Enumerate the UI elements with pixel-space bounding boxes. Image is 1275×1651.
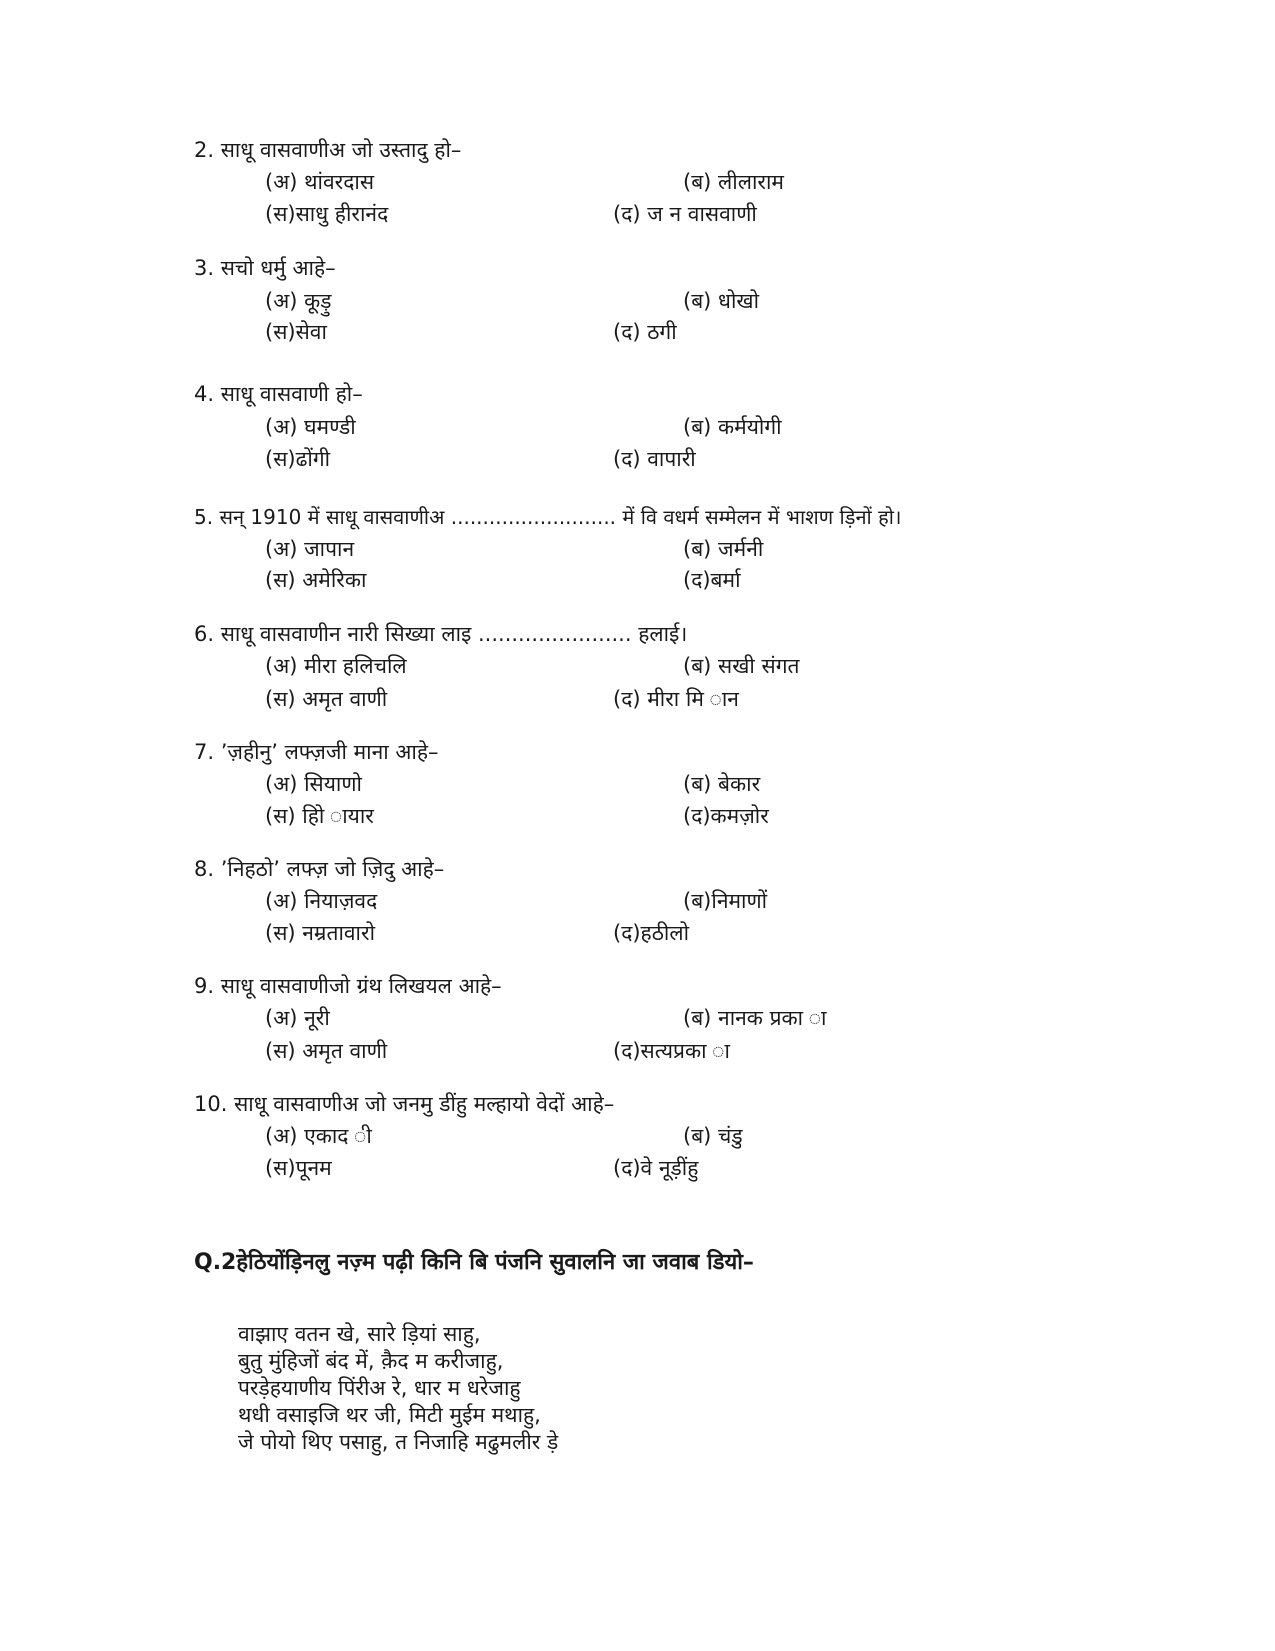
question-5-option-c: (स) अमेरिका <box>265 568 367 592</box>
question-9-option-c: (स) अमृत वाणी <box>265 1039 388 1063</box>
question-3-option-b: (ब) धोखो <box>683 289 760 313</box>
question-3-option-d: (द) ठगी <box>613 320 677 344</box>
question-4: 4. साधू वासवाणी हो– <box>194 382 363 406</box>
question-6: 6. साधू वासवाणीन नारी सिख्या लाइ ....................... हलाई। <box>194 622 688 646</box>
question-10-option-c: (स)पूनम <box>265 1156 332 1180</box>
question-8-option-b: (ब)निमाणों <box>683 889 768 913</box>
question-8-option-c: (स) नम्रतावारो <box>265 921 376 945</box>
question-4-option-c: (स)ढोंगी <box>265 447 331 471</box>
section-2-heading: Q.2हेठियोंड़िनलु नज़्म पढ़ी किनि बि पंजनि सुवालनि जा जवाब डियो– <box>194 1250 754 1275</box>
question-3: 3. सचो धर्मु आहे– <box>194 256 336 280</box>
question-3-option-a: (अ) कूड़ु <box>265 289 332 313</box>
question-8: 8. ’निहठो’ लफ्ज़ जो ज़िदु आहे– <box>194 857 445 881</box>
question-2: 2. साधू वासवाणीअ जो उस्तादु हो– <box>194 138 462 162</box>
question-9-option-a: (अ) नूरी <box>265 1006 330 1030</box>
poem-line-4: थधी वसाइजि थर जी, मिटी मुईम मथाहु, <box>238 1403 541 1427</box>
question-7: 7. ’ज़हीनु’ लफ्ज़जी माना आहे– <box>194 740 439 764</box>
question-10-option-b: (ब) चंडु <box>683 1124 743 1148</box>
question-10: 10. साधू वासवाणीअ जो जनमु डींहु मल्हायो वेदों आहे– <box>194 1092 615 1116</box>
question-5-option-a: (अ) जापान <box>265 537 355 561</box>
question-4-option-b: (ब) कर्मयोगी <box>683 415 782 439</box>
poem-line-1: वाझाए वतन खे, सारे ड़ियां साहु, <box>238 1322 481 1346</box>
question-2-option-c: (स)साधु हीरानंद <box>265 202 389 226</box>
question-5-option-b: (ब) जर्मनी <box>683 537 764 561</box>
question-2-option-b: (ब) लीलाराम <box>683 170 784 194</box>
question-9: 9. साधू वासवाणीजो ग्रंथ लिखयल आहे– <box>194 974 502 998</box>
question-6-option-b: (ब) सखी संगत <box>683 654 800 678</box>
question-7-option-b: (ब) बेकार <box>683 772 761 796</box>
question-5-option-d: (द)बर्मा <box>683 568 741 592</box>
question-9-option-b: (ब) नानक प्रका ा <box>683 1006 827 1030</box>
question-3-option-c: (स)सेवा <box>265 320 327 344</box>
question-6-option-a: (अ) मीरा हलिचलि <box>265 654 407 678</box>
question-7-option-c: (स) होि ायार <box>265 804 374 828</box>
question-6-option-c: (स) अमृत वाणी <box>265 687 388 711</box>
question-10-option-a: (अ) एकाद ी <box>265 1124 372 1148</box>
question-2-option-a: (अ) थांवरदास <box>265 170 375 194</box>
poem-line-3: परडे़हयाणीय पिंरीअ रे, धार म धरेजाहु <box>238 1376 521 1400</box>
question-8-option-a: (अ) नियाज़वद <box>265 889 378 913</box>
question-7-option-d: (द)कमज़ोर <box>683 804 769 828</box>
question-4-option-d: (द) वापारी <box>613 447 696 471</box>
question-4-option-a: (अ) घमण्डी <box>265 415 356 439</box>
poem-line-2: बुतु मुंहिजों बंद में, कै़द म करीजाहु, <box>238 1349 504 1373</box>
question-2-option-d: (द) ज न वासवाणी <box>613 202 757 226</box>
question-9-option-d: (द)सत्यप्रका ा <box>613 1039 730 1063</box>
question-6-option-d: (द) मीरा मि ान <box>613 687 739 711</box>
poem-line-5: जे पोयो थिए पसाहु, त निजाहि मढुमलीर ड़े <box>238 1430 559 1454</box>
question-8-option-d: (द)हठीलो <box>613 921 690 945</box>
question-7-option-a: (अ) सियाणो <box>265 772 362 796</box>
question-10-option-d: (द)वे नूड़ींहु <box>613 1156 699 1180</box>
question-5: 5. सन् 1910 में साधू वासवाणीअ .......................... में वि वधर्म सम्मेलन में भाशण ड़िनों हो। <box>194 505 902 529</box>
